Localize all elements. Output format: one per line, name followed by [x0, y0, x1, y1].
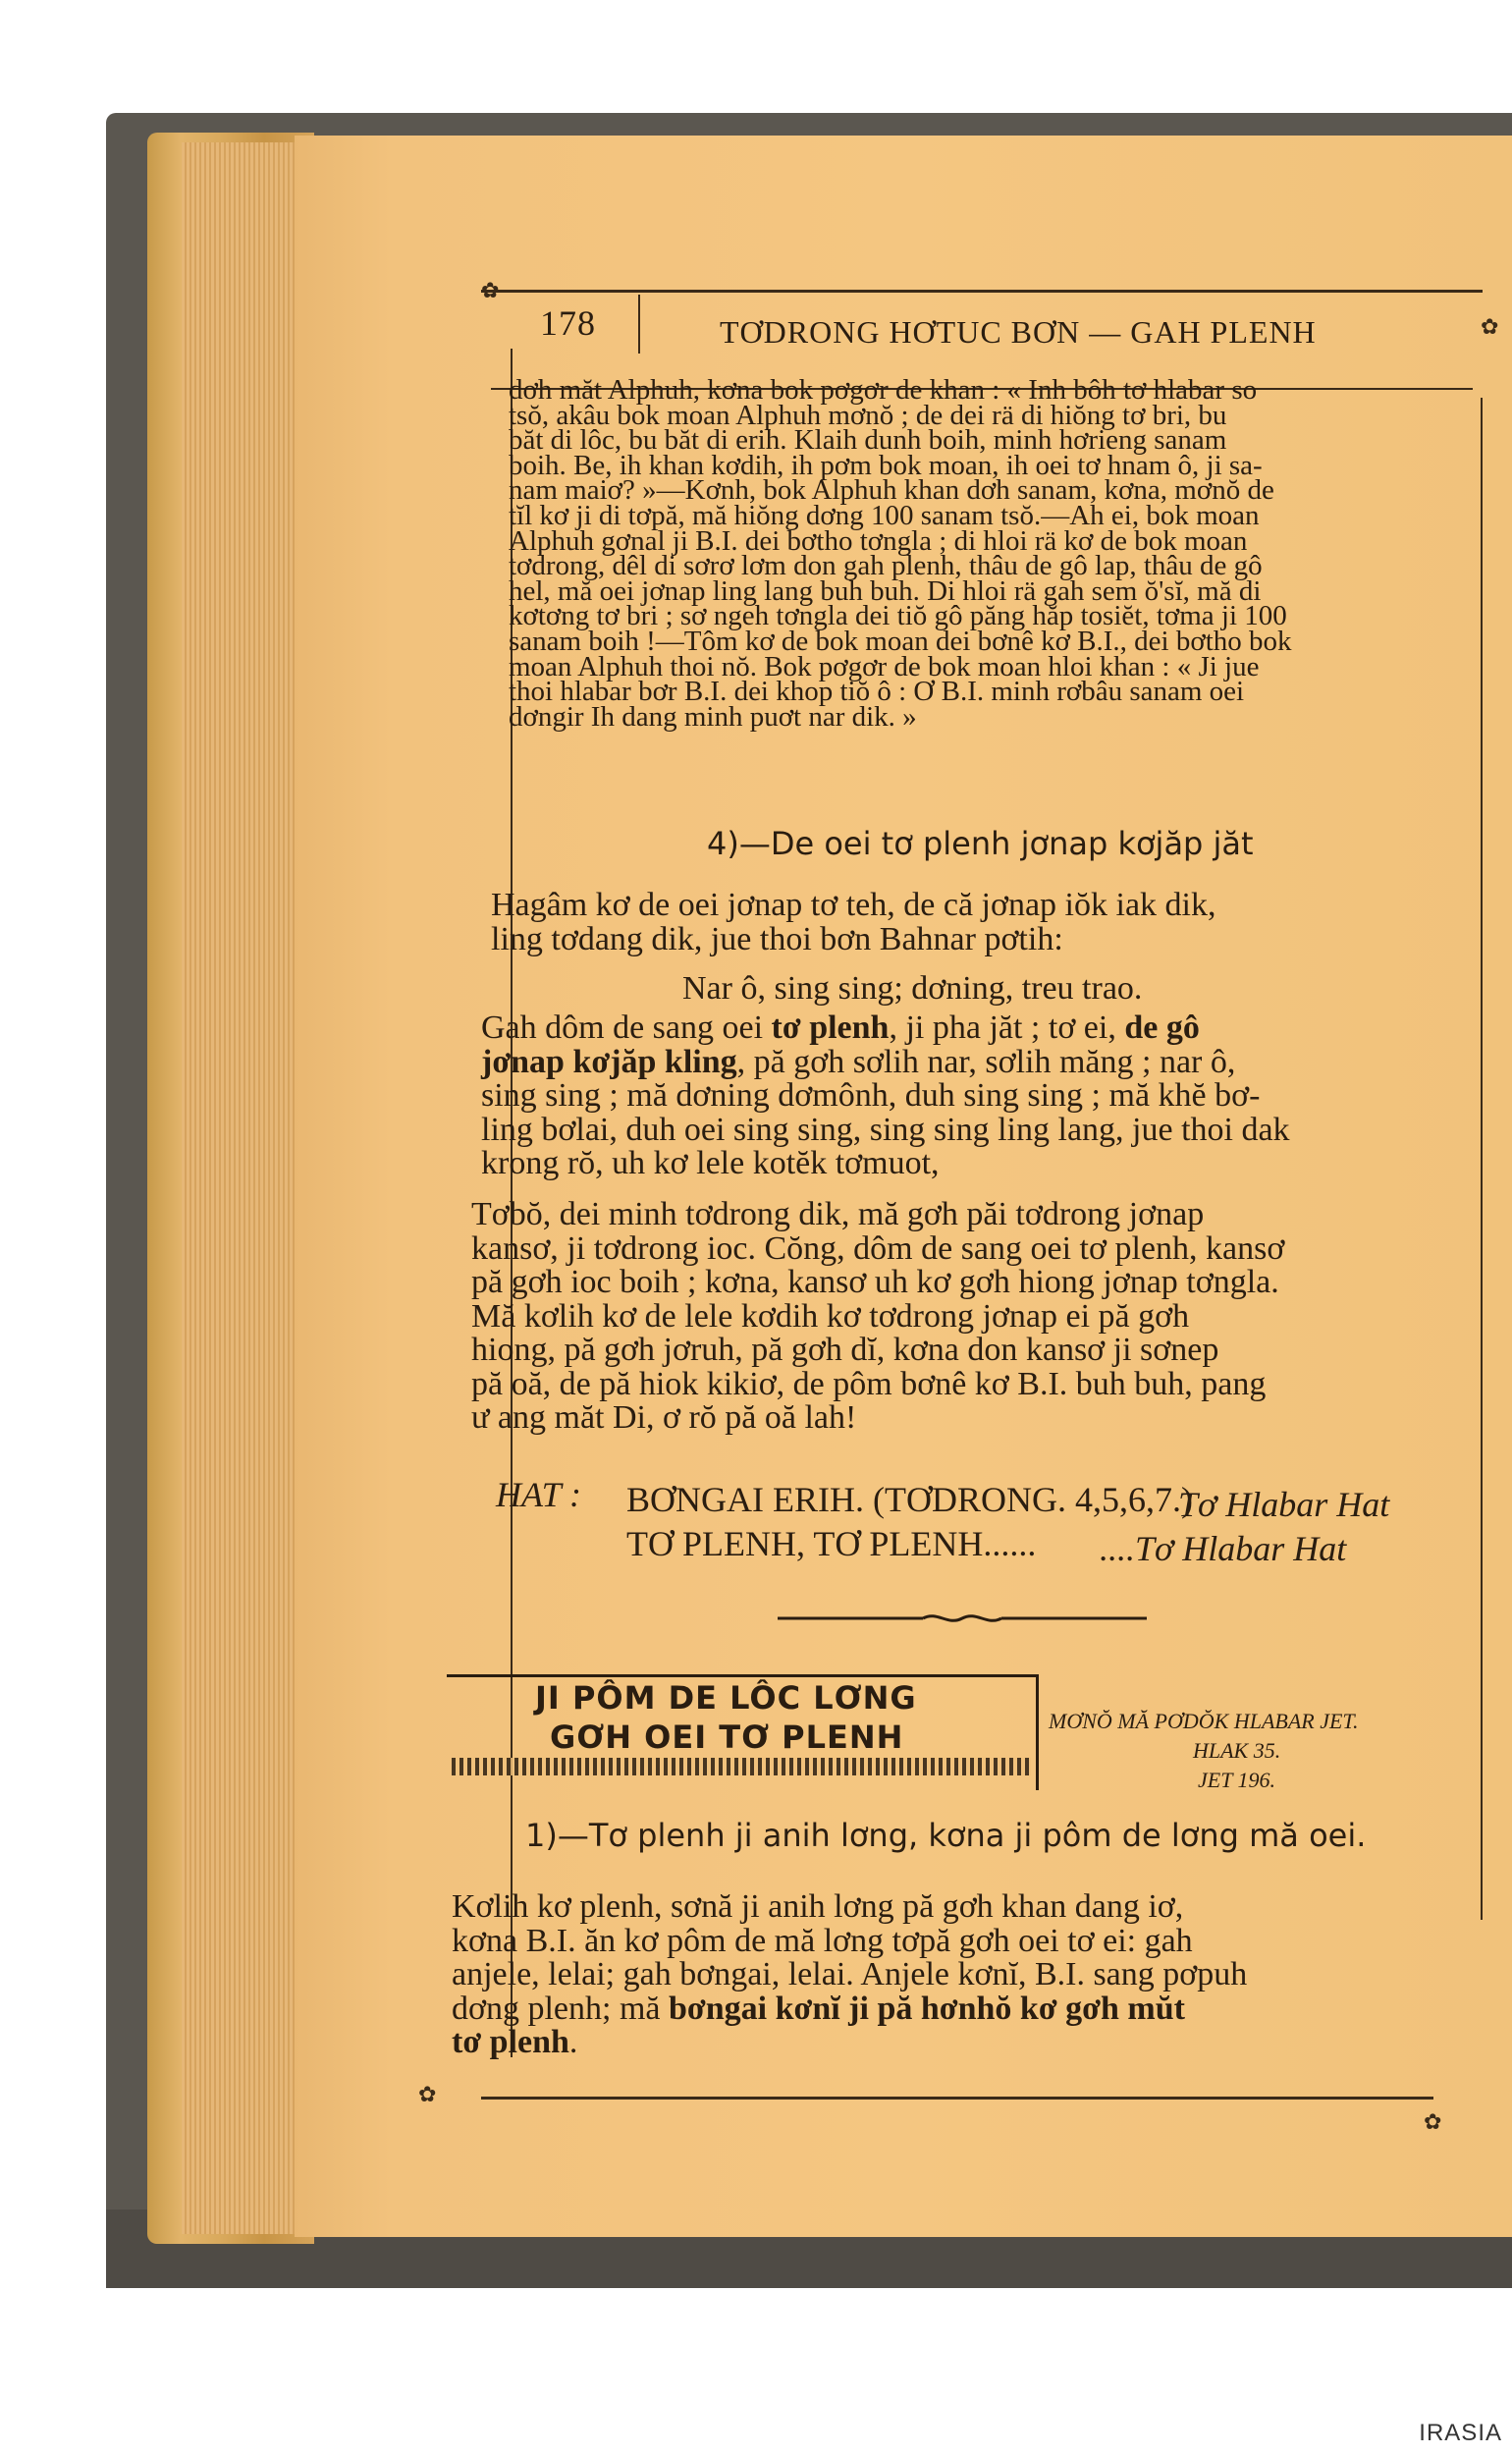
bold-text-run: tơ plenh	[452, 2024, 569, 2060]
section-quote: Nar ô, sing sing; dơning, treu trao.	[682, 970, 1143, 1007]
bold-text-run: tơ plenh	[771, 1009, 890, 1046]
text-run: kơna B.I. ăn kơ pôm de mă lơng tơpă gơh oei tơ ei: gah	[452, 1922, 1193, 1959]
hat-line-text: TƠ PLENH, TƠ PLENH......	[626, 1524, 1037, 1563]
hat-block	[496, 1473, 581, 1516]
text-line: tsŏ, akâu bok moan Alphuh mơnŏ ; de dei rä di hiŏng tơ bri, bu	[509, 399, 1227, 431]
text-line: kơtơng tơ bri ; sơ ngeh tơngla dei tiŏ gô păng hăp tosiĕt, tơma ji 100	[509, 600, 1287, 632]
text-line	[452, 1958, 1247, 1992]
text-run: dơng plenh; mă	[452, 1990, 669, 2027]
bold-text-run: jơnap kơjăp kling	[481, 1043, 737, 1080]
text-run: ling bơlai, duh oei sing sing, sing sing ling lang, jue thoi dak	[481, 1111, 1290, 1148]
hat-line-text: BƠNGAI ERIH. (TƠDRONG. 4,5,6,7.)	[626, 1480, 1193, 1519]
corner-ornament-icon: ✿	[481, 278, 500, 302]
text-line: hiong, pă gơh jơruh, pă gơh dĭ, kơna don kansơ ji sơnep	[471, 1332, 1219, 1368]
text-line: ư ang măt Di, ơ rŏ pă oă lah!	[471, 1399, 857, 1436]
text-line: nam maiơ? »—Kơnh, bok Alphuh khan dơh sanam, kơna, mơnŏ de	[509, 474, 1274, 507]
text-run: .	[568, 2024, 578, 2060]
text-line: dơngir Ih dang minh puơt nar dik. »	[509, 700, 917, 733]
header-rule	[481, 290, 1483, 293]
text-run: Kơlih kơ plenh, sơnă ji anih lơng pă gơh khan dang iơ,	[452, 1888, 1184, 1925]
text-line: tơdrong, dêl di sơrơ lơm don gah plenh, thâu de gô lap, thâu de gô	[509, 550, 1263, 582]
text-run: , ji pha jăt ; tơ ei,	[889, 1009, 1125, 1046]
chapter-title-line1: JI PÔM DE LÔC LƠNG	[535, 1679, 917, 1717]
text-line	[452, 2026, 1247, 2060]
chapter-title-line2: GƠH OEI TƠ PLENH	[550, 1718, 904, 1756]
section-paragraph	[481, 1011, 1290, 1181]
section-paragraph	[452, 1890, 1247, 2060]
hat-line-source	[1100, 1527, 1346, 1570]
hat-source: Tơ Hlabar Hat	[1178, 1485, 1390, 1524]
text-run: krong rŏ, uh kơ lele kotĕk tơmuot,	[481, 1145, 940, 1181]
text-line	[481, 1043, 1290, 1080]
text-line: boih. Be, ih khan kơdih, ih pơm bok moan, ih oei tơ hnam ô, ji sa-	[509, 449, 1263, 481]
text-line: Hagâm kơ de oei jơnap tơ teh, de că jơnap iŏk iak dik,	[491, 887, 1216, 923]
text-line: moan Alphuh thoi nŏ. Bok pơgơr de bok moan hloi khan : « Ji jue	[509, 650, 1260, 682]
corner-ornament-icon: ✿	[1481, 314, 1499, 339]
text-run: sing sing ; mă dơning dơmônh, duh sing sing ; mă khĕ bơ-	[481, 1077, 1261, 1114]
text-line	[452, 1890, 1247, 1925]
hat-source: ....Tơ Hlabar Hat	[1100, 1529, 1347, 1568]
text-line	[481, 1011, 1290, 1046]
side-note-line1: MƠNŎ MĂ PƠDŎK HLABAR JET.	[1049, 1709, 1359, 1733]
text-line	[452, 1922, 1247, 1959]
divider-ornament-icon	[776, 1610, 1149, 1626]
footer-rule	[481, 2097, 1433, 2100]
text-line: Tơbŏ, dei minh tơdrong dik, mă gơh păi tơdrong jơnap	[471, 1196, 1205, 1232]
text-run: anjele, lelai; gah bơngai, lelai. Anjele kơnĭ, B.I. sang pơpuh	[452, 1956, 1248, 1992]
text-run: Gah dôm de sang oei	[481, 1009, 772, 1046]
section-paragraph	[491, 889, 1216, 956]
header-separator	[638, 295, 640, 354]
text-run: , pă gơh sơlih nar, sơlih măng ; nar ô,	[736, 1043, 1236, 1080]
text-line: sanam boih !—Tôm kơ de bok moan dei bơnê kơ B.I., dei bơtho bok	[509, 625, 1292, 657]
text-line: thoi hlabar bơr B.I. dei khop tiŏ ô : Ơ B.I. minh rơbâu sanam oei	[509, 676, 1245, 708]
section-heading: 1)—Tơ plenh ji anih lơng, kơna ji pôm de lơng mă oei.	[525, 1817, 1367, 1854]
text-line	[452, 1992, 1247, 2027]
text-line: kansơ, ji tơdrong ioc. Cŏng, dôm de sang oei tơ plenh, kansơ	[471, 1229, 1285, 1267]
section-heading: 4)—De oei tơ plenh jơnap kơjăp jăt	[707, 825, 1254, 862]
bold-text-run: de gô	[1124, 1009, 1200, 1046]
corner-ornament-icon: ✿	[1424, 2109, 1442, 2134]
right-rule	[1481, 398, 1483, 1920]
top-paragraph	[509, 374, 1471, 733]
side-note-line2: HLAK 35.	[1193, 1738, 1281, 1763]
text-line: dơh măt Alphuh, kơna bok pơgơr de khan : « Inh bôh tơ hlabar so	[509, 374, 1258, 406]
text-line: tĭl kơ ji di tơpă, mă hiŏng dơng 100 sanam tsŏ.—Ah ei, bok moan	[509, 499, 1260, 531]
corner-ornament-icon: ✿	[418, 2082, 437, 2106]
text-line	[481, 1147, 1290, 1181]
text-line: băt di lôc, bu băt di erih. Klaih dunh boih, minh hơrieng sanam	[509, 424, 1227, 457]
page-number: 178	[540, 303, 596, 343]
text-line: pă gơh ioc boih ; kơna, kansơ uh kơ gơh hiong jơnap tơngla.	[471, 1264, 1279, 1300]
side-note-line3: JET 196.	[1198, 1768, 1276, 1792]
watermark: IRASIA	[1419, 2420, 1502, 2446]
running-title: TƠDRONG HƠTUC BƠN — GAH PLENH	[720, 314, 1317, 350]
text-line: Alphuh gơnal ji B.I. dei bơtho tơngla ; di hloi rä kơ de bok moan	[509, 524, 1248, 557]
text-line: Mă kơlih kơ de lele kơdih kơ tơdrong jơnap ei pă gơh	[471, 1297, 1190, 1335]
bold-text-run: bơngai kơnĭ ji pă hơnhŏ kơ gơh mŭt	[669, 1990, 1185, 2027]
text-line: ling tơdang dik, jue thoi bơn Bahnar pơtih:	[491, 920, 1063, 957]
text-line	[481, 1111, 1290, 1148]
hat-line	[626, 1522, 1036, 1565]
hat-line-source	[1178, 1483, 1389, 1526]
text-line: pă oă, de pă hiok kikiơ, de pôm bơnê kơ B.I. buh buh, pang	[471, 1365, 1267, 1402]
hat-label: HAT :	[496, 1475, 582, 1514]
hat-line	[626, 1478, 1193, 1521]
title-box-border-ornament	[452, 1758, 1031, 1775]
section-paragraph	[471, 1198, 1284, 1436]
text-line	[481, 1079, 1290, 1114]
text-line: hel, mă oei jơnap ling lang buh buh. Di hloi rä gah sem ŏ'sĭ, mă di	[509, 574, 1262, 607]
